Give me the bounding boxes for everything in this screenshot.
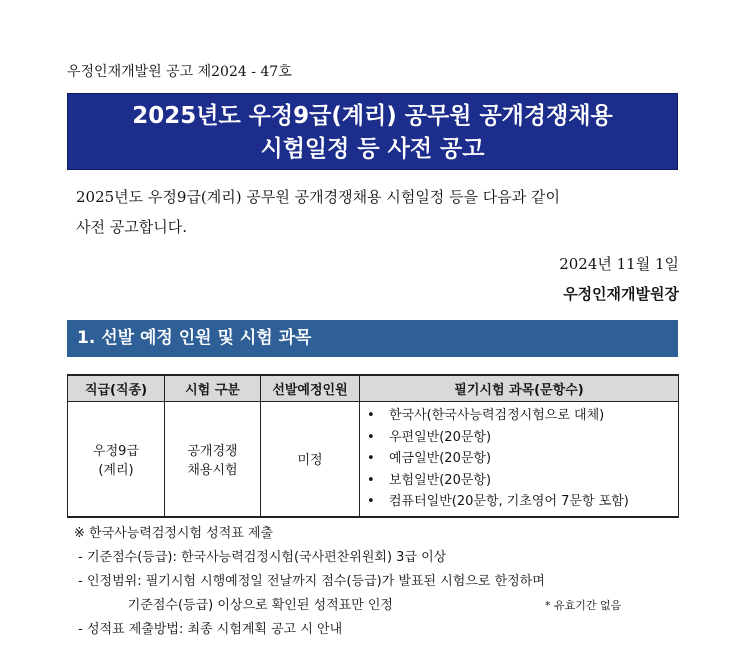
subject-text: 한국사(한국사능력검정시험으로 대체) [389,408,605,423]
title-line-2: 시험일정 등 사전 공고 [260,136,485,162]
cell-planned-count: 미정 [261,402,360,517]
intro-line-1: 2025년도 우정9급(계리) 공무원 공개경쟁채용 시험일정 등을 다음과 같이 [76,188,561,206]
exam-type-line-2: 채용시험 [187,462,238,478]
selection-table [67,374,679,518]
list-item [367,405,677,427]
cell-grade [68,402,165,517]
grade-line-1: 우정9급 [93,443,139,459]
notes-line-4: - 성적표 제출방법: 최종 시험계획 공고 시 안내 [74,622,343,637]
list-item [367,448,677,470]
title-line-1: 2025년도 우정9급(계리) 공무원 공개경쟁채용 [132,103,613,129]
bullet-icon: • [367,429,375,445]
subject-text: 예금일반(20문항) [389,451,492,466]
cell-exam-type [165,402,261,517]
notes-line-1: - 기준점수(등급): 한국사능력검정시험(국사편찬위원회) 3급 이상 [74,550,447,565]
bullet-icon: • [367,494,375,509]
subject-text: 우편일반(20문항) [389,429,492,445]
subject-text: 보험일반(20문항) [389,472,492,488]
table-header-row [68,375,679,402]
history-exam-notes [74,522,545,642]
cell-subjects [360,402,679,517]
header-planned-count: 선발예정인원 [261,375,360,402]
notice-number: 우정인재개발원 공고 제2024 - 47호 [67,64,292,80]
section-1-heading: 1. 선발 예정 인원 및 시험 과목 [67,320,678,357]
bullet-icon: • [367,451,375,466]
subject-list [361,403,677,515]
intro-line-2: 사전 공고합니다. [76,218,187,236]
list-item [367,427,677,449]
exam-type-line-1: 공개경쟁 [187,443,238,459]
notes-header: ※ 한국사능력검정시험 성적표 제출 [74,526,274,541]
list-item [367,470,677,492]
header-exam-type: 시험 구분 [165,375,261,402]
title-banner [67,93,678,170]
header-subjects: 필기시험 과목(문항수) [360,375,679,402]
subject-text: 컴퓨터일반(20문항, 기초영어 7문항 포함) [389,494,629,509]
issuer-name: 우정인재개발원장 [563,285,679,303]
bullet-icon: • [367,408,375,423]
notice-date: 2024년 11월 1일 [559,255,679,273]
grade-line-2: (계리) [98,462,134,478]
header-grade: 직급(직종) [68,375,165,402]
notes-line-3: 기준점수(등급) 이상으로 확인된 성적표만 인정 [74,598,393,613]
list-item [367,491,677,513]
bullet-icon: • [367,472,375,488]
validity-note: * 유효기간 없음 [545,599,622,612]
table-row [68,402,679,517]
intro-paragraph [76,182,676,242]
notes-line-2: - 인정범위: 필기시험 시행예정일 전날까지 점수(등급)가 발표된 시험으로 한정하며 [74,574,545,589]
